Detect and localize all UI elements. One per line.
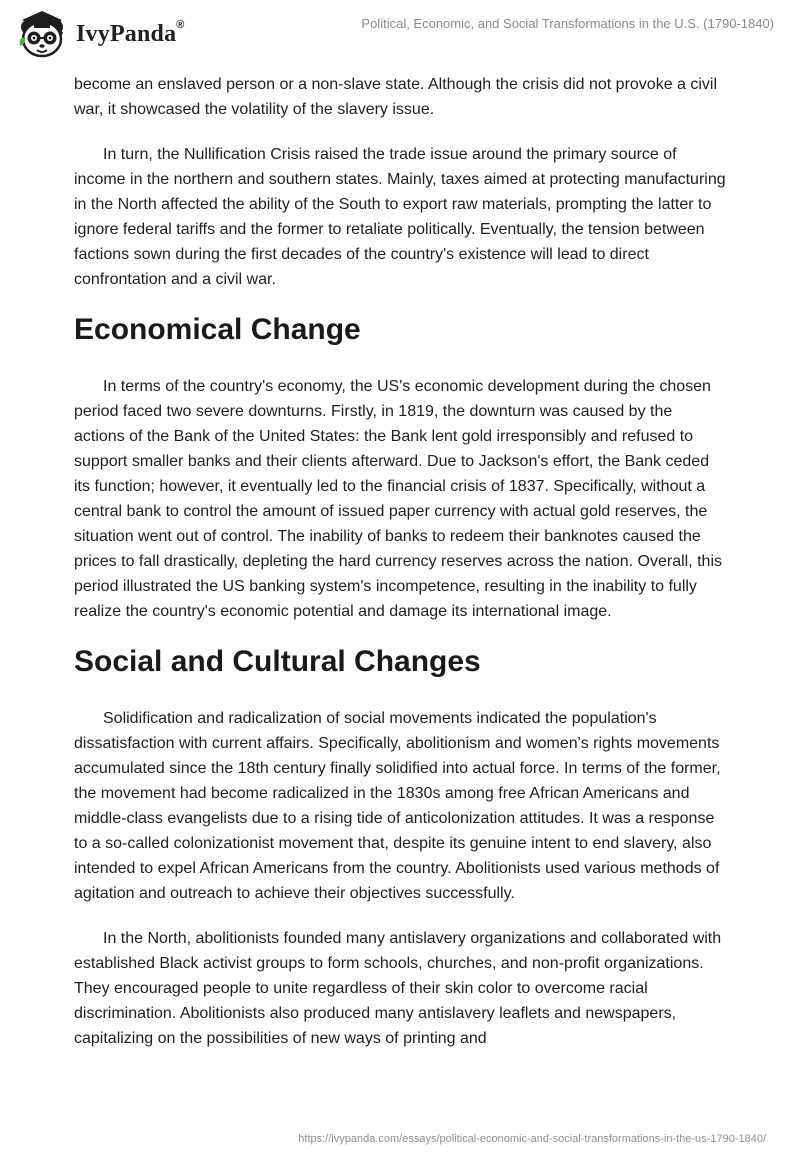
registered-mark: ® [176,18,185,31]
panda-graduate-icon [14,8,70,60]
document-title: Political, Economic, and Social Transformations in the U.S. (1790-1840) [361,16,774,31]
section-heading-social-cultural-changes: Social and Cultural Changes [74,645,481,678]
brand-name: IvyPanda® [76,18,185,47]
ivypanda-logo[interactable] [14,8,185,60]
paragraph: Solidification and radicalization of social movements indicated the population's dissatisfaction with current affairs. Specifically, abolitionism and women's rights movements accumulated since the 18th century finally solidified into actual force. In terms of the former, the movement had become radicalized in the 1830s among free African Americans and middle-class evangelists due to a rising tide of anticolonization attitudes. It was a response to a so-called colonizationist movement that, despite its genuine intent to end slavery, also intended to expel African Americans from the country. Abolitionists used various methods of agitation and outreach to achieve their objectives successfully. [74,710,721,902]
section-heading-economical-change: Economical Change [74,313,361,346]
paragraph: become an enslaved person or a non-slave state. Although the crisis did not provoke a civil war, it showcased the volatility of the slavery issue. [74,76,718,118]
source-url[interactable]: https://ivypanda.com/essays/political-economic-and-social-transformations-in-the-us-1790-1840/ [298,1133,766,1145]
paragraph: In terms of the country's economy, the US's economic development during the chosen period faced two severe downturns. Firstly, in 1819, the downturn was caused by the actions of the Bank of the United States: the Bank lent gold irresponsibly and refused to support smaller banks and their clients afterward. Due to Jackson's effort, the Bank ceded its function; however, it eventually led to the financial crisis of 1837. Specifically, without a central bank to control the amount of issued paper currency with actual gold reserves, the situation went out of control. The inability of banks to redeem their banknotes caused the prices to fall drastically, depleting the hard currency reserves across the nation. Overall, this period illustrated the US banking system's incompetence, resulting in the inability to fully realize the country's economic potential and damage its international image. [74,378,722,620]
paragraph: In turn, the Nullification Crisis raised the trade issue around the primary source of income in the northern and southern states. Mainly, taxes aimed at protecting manufacturing in the North affected the ability of the South to export raw materials, prompting the latter to ignore federal tariffs and the former to retaliate politically. Eventually, the tension between factions sown during the first decades of the country's existence will lead to direct confrontation and a civil war. [74,146,726,288]
paragraph: In the North, abolitionists founded many antislavery organizations and collaborated with established Black activist groups to form schools, churches, and non-profit organizations. They encouraged people to unite regardless of their skin color to overcome racial discrimination. Abolitionists also produced many antislavery leaflets and newspapers, capitalizing on the possibilities of new ways of printing and [74,930,722,1047]
page-header [0,0,800,72]
essay-body [74,72,726,1071]
